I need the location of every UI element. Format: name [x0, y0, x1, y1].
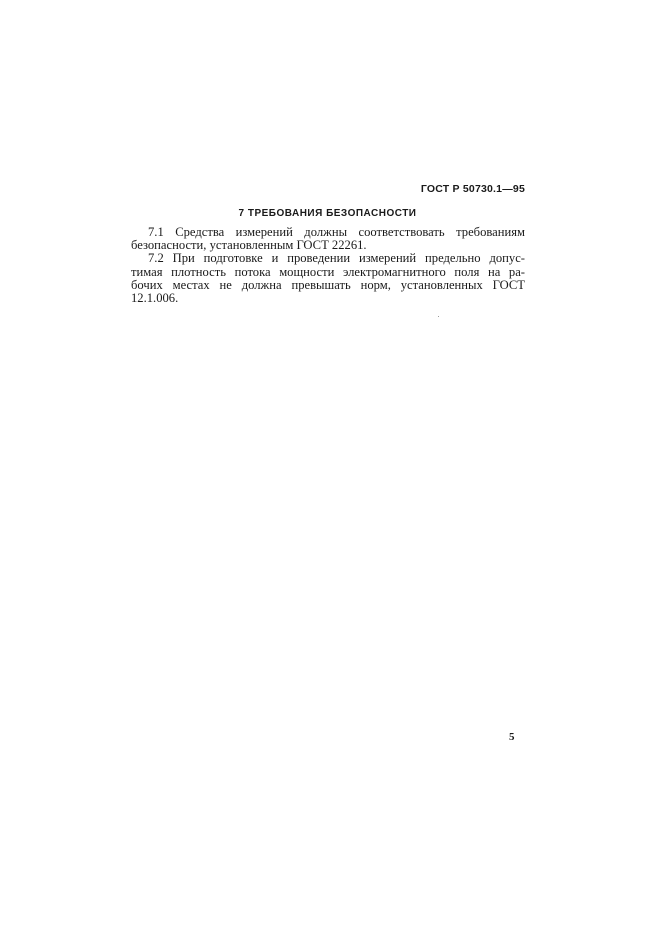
scan-speck: [438, 316, 439, 317]
text-line: безопасности, установленным ГОСТ 22261.: [131, 238, 367, 253]
text-line: 7.2 При подготовке и проведении измерений предельно допус-: [148, 251, 525, 266]
section-body: [131, 226, 525, 305]
text-line: 12.1.006.: [131, 291, 179, 306]
document-code: ГОСТ Р 50730.1—95: [420, 183, 525, 195]
text-line: бочих местах не должна превышать норм, установленных ГОСТ: [131, 277, 525, 292]
page-number: 5: [509, 731, 515, 743]
text-line: тимая плотность потока мощности электромагнитного поля на ра-: [131, 264, 525, 279]
paragraph-7-1: [131, 226, 525, 252]
paragraph-7-2: [131, 252, 525, 305]
section-title: 7 ТРЕБОВАНИЯ БЕЗОПАСНОСТИ: [238, 208, 417, 219]
text-line: 7.1 Средства измерений должны соответствовать требованиям: [148, 225, 525, 239]
